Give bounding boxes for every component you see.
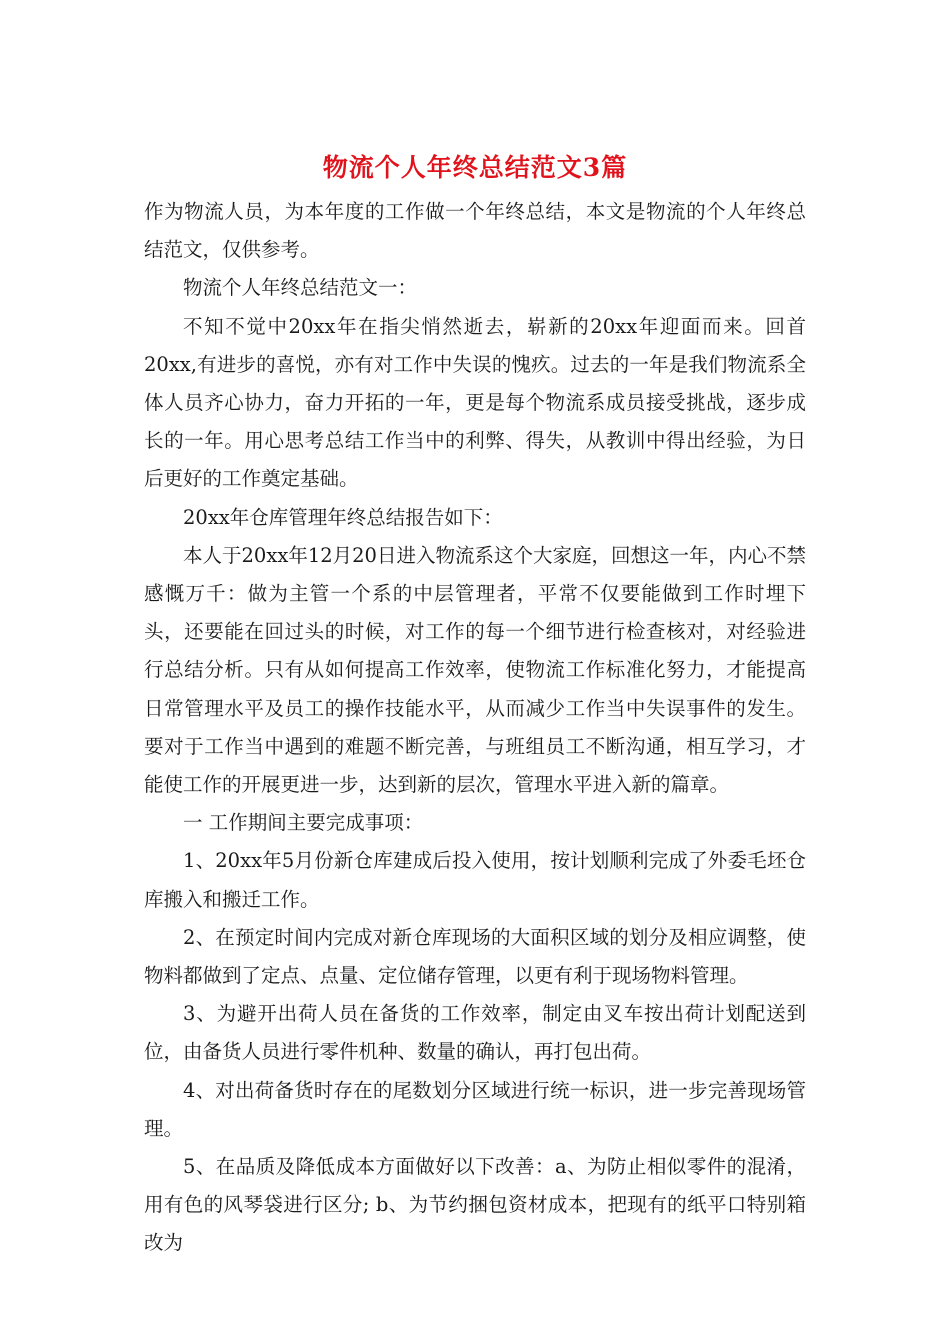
list-item-1: 1、20xx年5月份新仓库建成后投入使用，按计划顺利完成了外委毛坯仓库搬入和搬迁工作。 — [144, 849, 806, 911]
document-body — [144, 193, 806, 1263]
paragraph-self-summary: 本人于20xx年12月20日进入物流系这个大家庭，回想这一年，内心不禁感慨万千：做为主管一个系的中层管理者，平常不仅要能做到工作时埋下头，还要能在回过头的时候，对工作的每一个细节进行检查核对，对经验进行总结分析。只有从如何提高工作效率，使物流工作标准化努力，才能提高日常管理水平及员工的操作技能水平，从而减少工作当中失误事件的发生。要对于工作当中遇到的难题不断完善，与班组员工不断沟通，相互学习，才能使工作的开展更进一步，达到新的层次，管理水平进入新的篇章。 — [144, 543, 806, 797]
paragraph-review: 不知不觉中20xx年在指尖悄然逝去，崭新的20xx年迎面而来。回首20xx,有进步的喜悦，亦有对工作中失误的愧疚。过去的一年是我们物流系全体人员齐心协力，奋力开拓的一年，更是每个物流系成员接受挑战，逐步成长的一年。用心思考总结工作当中的利弊、得失，从教训中得出经验，为日后更好的工作奠定基础。 — [144, 314, 806, 491]
list-item-3: 3、为避开出荷人员在备货的工作效率，制定由叉车按出荷计划配送到位，由备货人员进行零件机种、数量的确认，再打包出荷。 — [144, 1002, 806, 1064]
document-title: 物流个人年终总结范文3篇 — [322, 153, 628, 182]
paragraph-intro: 作为物流人员，为本年度的工作做一个年终总结，本文是物流的个人年终总结范文，仅供参考。 — [144, 200, 806, 262]
list-item-4: 4、对出荷备货时存在的尾数划分区域进行统一标识，进一步完善现场管理。 — [144, 1078, 806, 1140]
list-item-2: 2、在预定时间内完成对新仓库现场的大面积区域的划分及相应调整，使物料都做到了定点、点量、定位储存管理，以更有利于现场物料管理。 — [144, 925, 806, 988]
paragraph-report-heading: 20xx年仓库管理年终总结报告如下： — [183, 505, 503, 529]
list-item-5: 5、在品质及降低成本方面做好以下改善：a、为防止相似零件的混淆，用有色的风琴袋进行区分; b、为节约捆包资材成本，把现有的纸平口特别箱改为 — [144, 1155, 806, 1255]
paragraph-section-heading: 物流个人年终总结范文一： — [183, 276, 418, 300]
paragraph-tasks-heading: 一 工作期间主要完成事项： — [183, 811, 424, 835]
